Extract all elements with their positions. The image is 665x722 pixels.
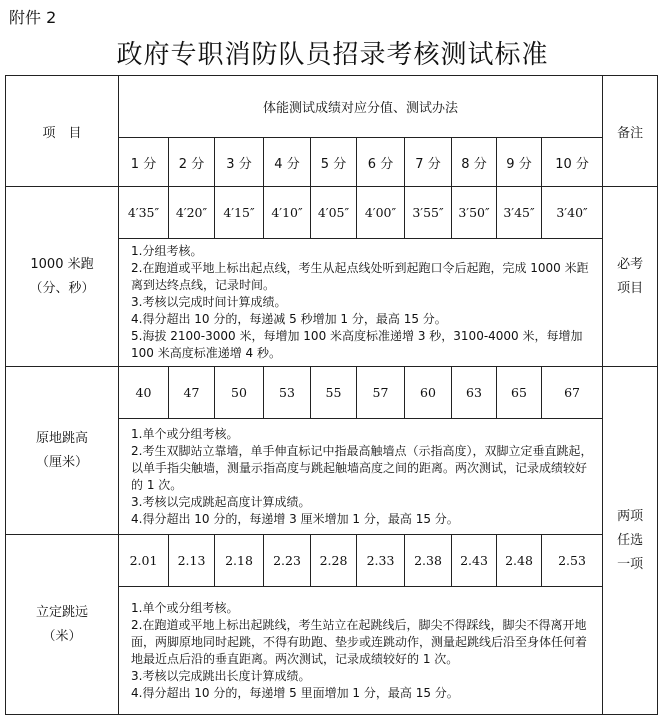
run-value: 4′20″: [169, 187, 215, 239]
method-line: 2.在跑道或平地上标出起跳线，考生站立在起跳线后，脚尖不得踩线，脚尖不得离开地面，两脚原地同时起跳，不得有助跑、垫步或连跳动作，测量起跳线后沿至身体任何着地最近点后沿的垂直距离。两次测试，记录成绩较好的 1 次。: [131, 617, 588, 666]
method-line: 1.单个或分组考核。: [131, 426, 239, 441]
run-label-unit: （分、秒）: [29, 280, 95, 296]
jump-label: [6, 367, 119, 535]
method-line: 1.单个或分组考核。: [131, 600, 239, 615]
long-jump-value: 2.01: [119, 535, 169, 587]
long-jump-value: 2.43: [452, 535, 497, 587]
jump-value: 50: [215, 367, 264, 419]
run-label-name: 1000 米跑: [30, 256, 94, 272]
run-label: [6, 187, 119, 367]
method-line: 4.得分超出 10 分的，每递减 5 秒增加 1 分，最高 15 分。: [131, 312, 447, 326]
jump-value: 63: [452, 367, 497, 419]
jump-value: 67: [542, 367, 603, 419]
long-jump-value: 2.13: [169, 535, 215, 587]
method-line: 4.得分超出 10 分的，每递增 3 厘米增加 1 分，最高 15 分。: [131, 511, 459, 526]
score-label: 2 分: [169, 138, 215, 187]
jump-value: 53: [264, 367, 311, 419]
run-value: 4′05″: [311, 187, 357, 239]
jump-value: 55: [311, 367, 357, 419]
score-label: 5 分: [311, 138, 357, 187]
method-line: 2.考生双脚站立靠墙，单手伸直标记中指最高触墙点（示指高度），双脚立定垂直跳起，以单手指尖触墙，测量示指高度与跳起触墙高度之间的距离。两次测试，记录成绩较好的 1 次。: [131, 443, 593, 492]
long-jump-methods: [119, 587, 603, 715]
score-label: 10 分: [542, 138, 603, 187]
run-value: 3′50″: [452, 187, 497, 239]
long-jump-value: 2.38: [405, 535, 452, 587]
run-value: 4′15″: [215, 187, 264, 239]
run-value: 3′45″: [497, 187, 542, 239]
score-label: 8 分: [452, 138, 497, 187]
run-note: [603, 187, 658, 367]
run-value: 4′35″: [119, 187, 169, 239]
method-line: 2.在跑道或平地上标出起点线，考生从起点线处听到起跑口令后起跑，完成 1000 米距离到达终点线，记录时间。: [131, 261, 589, 292]
score-label: 9 分: [497, 138, 542, 187]
jump-value: 65: [497, 367, 542, 419]
choice-note-line: 一项: [617, 556, 644, 572]
jump-value: 40: [119, 367, 169, 419]
long-jump-value: 2.23: [264, 535, 311, 587]
score-label: 6 分: [357, 138, 405, 187]
jump-value: 57: [357, 367, 405, 419]
method-line: 3.考核以完成跳出长度计算成绩。: [131, 668, 311, 683]
score-header: 体能测试成绩对应分值、测试办法: [119, 76, 603, 138]
run-methods: [119, 239, 603, 367]
long-jump-label-unit: （米）: [42, 628, 82, 644]
run-note-line: 项目: [617, 280, 644, 296]
jump-value: 60: [405, 367, 452, 419]
note-header: 备注: [603, 76, 658, 187]
run-value: 3′55″: [405, 187, 452, 239]
method-line: 5.海拔 2100-3000 米，每增加 100 米高度标准递增 3 秒，3100-4000 米，每增加 100 米高度标准递增 4 秒。: [131, 329, 583, 360]
item-header: 项 目: [6, 76, 119, 187]
jump-label-unit: （厘米）: [35, 454, 88, 470]
score-label: 1 分: [119, 138, 169, 187]
run-note-line: 必考: [617, 256, 644, 272]
attachment-label: 附件 2: [9, 8, 57, 27]
method-line: 3.考核以完成跳起高度计算成绩。: [131, 494, 311, 509]
jump-value: 47: [169, 367, 215, 419]
run-value: 4′10″: [264, 187, 311, 239]
long-jump-value: 2.28: [311, 535, 357, 587]
choice-note-line: 任选: [617, 532, 644, 548]
method-line: 4.得分超出 10 分的，每递增 5 里面增加 1 分，最高 15 分。: [131, 685, 459, 700]
long-jump-value: 2.18: [215, 535, 264, 587]
run-value: 4′00″: [357, 187, 405, 239]
score-label: 3 分: [215, 138, 264, 187]
run-value: 3′40″: [542, 187, 603, 239]
method-line: 1.分组考核。: [131, 244, 203, 258]
jump-label-name: 原地跳高: [35, 430, 88, 446]
jump-methods: [119, 419, 603, 535]
long-jump-label: [6, 535, 119, 715]
long-jump-value: 2.53: [542, 535, 603, 587]
long-jump-label-name: 立定跳远: [35, 604, 88, 620]
long-jump-value: 2.48: [497, 535, 542, 587]
page-title: 政府专职消防队员招录考核测试标准: [116, 40, 549, 70]
method-line: 3.考核以完成时间计算成绩。: [131, 295, 287, 309]
choice-note-line: 两项: [617, 508, 644, 524]
long-jump-value: 2.33: [357, 535, 405, 587]
standards-table: [5, 75, 658, 715]
choice-note: [603, 367, 658, 715]
score-label: 7 分: [405, 138, 452, 187]
score-label: 4 分: [264, 138, 311, 187]
